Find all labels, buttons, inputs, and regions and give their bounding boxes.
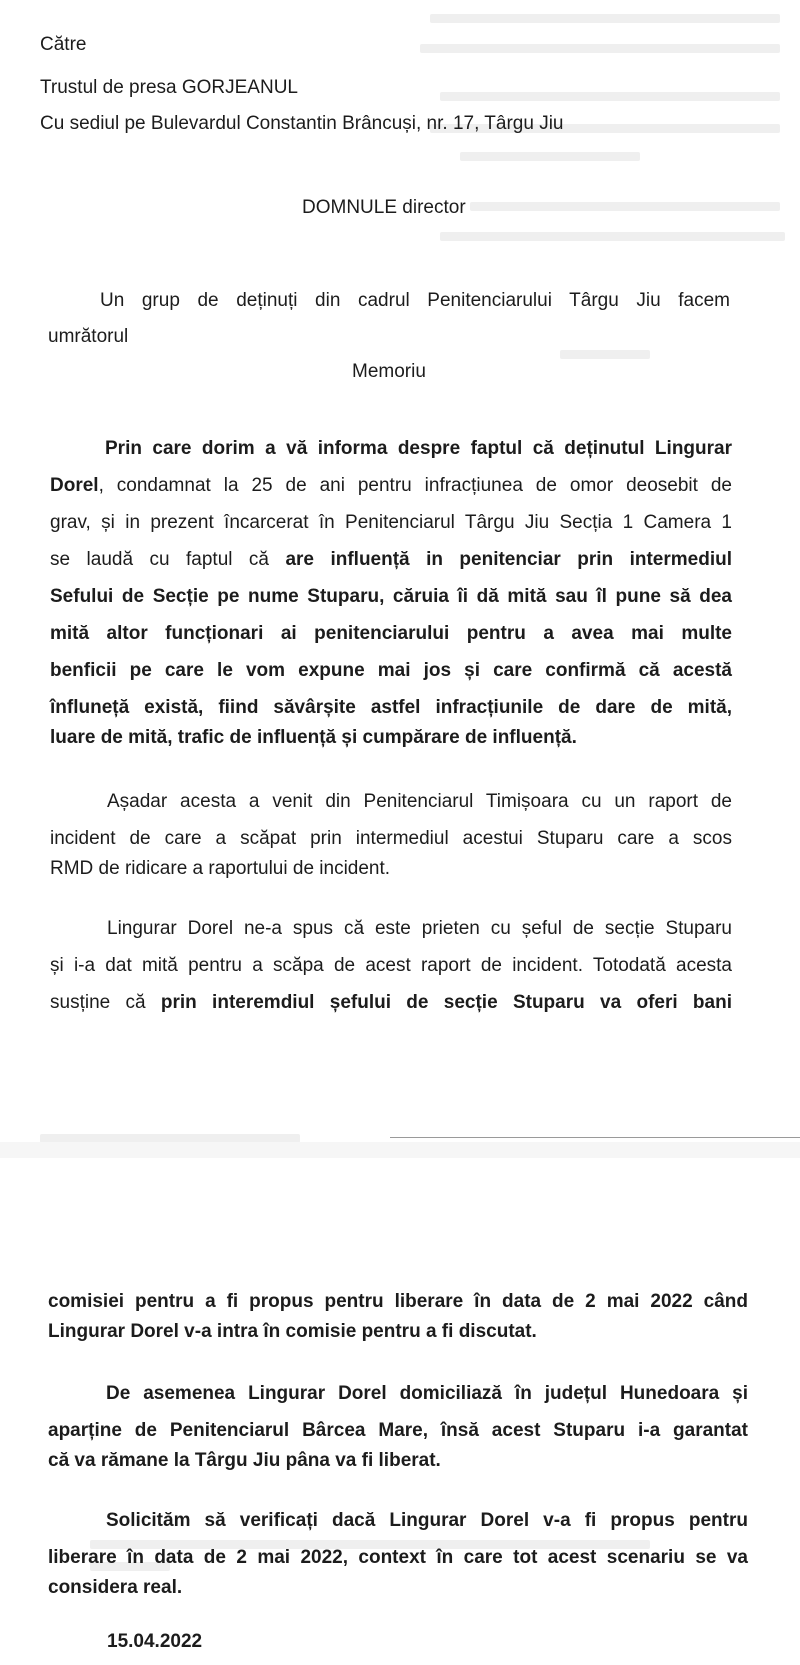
- paragraph-3-line: susține că prin interemdiul șefului de secție Stuparu va oferi bani: [50, 992, 732, 1013]
- paragraph-1-line: luare de mită, trafic de influență și cumpărare de influență.: [50, 727, 577, 748]
- paragraph-5-line: că va rămane la Târgu Jiu pâna va fi liberat.: [48, 1450, 441, 1471]
- paragraph-2-line: Așadar acesta a venit din Penitenciarul Timișoara cu un raport de: [107, 791, 732, 812]
- paragraph-4-line: comisiei pentru a fi propus pentru liberare în data de 2 mai 2022 când: [48, 1291, 748, 1312]
- bleed-through-text: [560, 350, 650, 359]
- paragraph-1-line: înfluneță există, fiind săvârșite astfel infracțiunile de dare de mită,: [50, 697, 732, 718]
- salutation: DOMNULE director: [302, 197, 466, 218]
- paragraph-2-line: RMD de ridicare a raportului de incident.: [50, 858, 391, 879]
- document-title: Memoriu: [352, 361, 426, 382]
- intro-line-2: umrătorul: [48, 326, 129, 347]
- bold-emphasis: prin interemdiul șefului de secție Stuparu va oferi bani: [160, 992, 732, 1013]
- scan-edge-line: [390, 1137, 800, 1138]
- paragraph-4-line: Lingurar Dorel v-a intra în comisie pentru a fi discutat.: [48, 1321, 537, 1342]
- recipient-address: Cu sediul pe Bulevardul Constantin Brâncuși, nr. 17, Târgu Jiu: [40, 113, 564, 134]
- bleed-through-text: [420, 44, 780, 53]
- bleed-through-text: [470, 202, 780, 211]
- recipient-line-1: Către: [40, 34, 87, 55]
- sheet-separator: [0, 1142, 800, 1158]
- paragraph-5-line: aparține de Penitenciarul Bârcea Mare, însă acest Stuparu i-a garantat: [48, 1420, 748, 1441]
- paragraph-6-line: Solicităm să verificați dacă Lingurar Dorel v-a fi propus pentru: [106, 1510, 748, 1531]
- bleed-through-text: [430, 14, 780, 23]
- paragraph-1-line: benficii pe care le vom expune mai jos și care confirmă că acestă: [50, 660, 732, 681]
- bleed-through-text: [460, 152, 640, 161]
- name-emphasis: Dorel: [50, 475, 99, 496]
- paragraph-2-line: incident de care a scăpat prin intermediul acestui Stuparu care a scos: [50, 828, 732, 849]
- paragraph-5-line: De asemenea Lingurar Dorel domiciliază în județul Hunedoara și: [106, 1383, 748, 1404]
- paragraph-1-line: mită altor funcționari ai penitenciarului pentru a avea mai multe: [50, 623, 732, 644]
- intro-line-1: Un grup de deținuți din cadrul Penitenciarului Târgu Jiu facem: [100, 290, 730, 311]
- bleed-through-text: [440, 232, 785, 241]
- paragraph-1-line: Sefului de Secție pe nume Stuparu, căruia îi dă mită sau îl pune să dea: [50, 586, 732, 607]
- paragraph-3-line: și i-a dat mită pentru a scăpa de acest raport de incident. Totodată acesta: [50, 955, 732, 976]
- paragraph-1-line: se laudă cu faptul că are influență in penitenciar prin intermediul: [50, 549, 732, 570]
- paragraph-6-line: considera real.: [48, 1577, 183, 1598]
- bleed-through-text: [440, 92, 780, 101]
- document-date: 15.04.2022: [107, 1631, 203, 1652]
- paragraph-1-line: Dorel, condamnat la 25 de ani pentru infracțiunea de omor deosebit de: [50, 475, 732, 496]
- paragraph-6-line: liberare în data de 2 mai 2022, context în care tot acest scenariu se va: [48, 1547, 748, 1568]
- paragraph-1-line: Prin care dorim a vă informa despre faptul că deținutul Lingurar: [105, 438, 732, 459]
- paragraph-1-line: grav, și in prezent încarcerat în Penitenciarul Târgu Jiu Secția 1 Camera 1: [50, 512, 732, 533]
- bold-emphasis: are influență in penitenciar prin intermediul: [285, 549, 732, 570]
- paragraph-3-line: Lingurar Dorel ne-a spus că este prieten cu șeful de secție Stuparu: [107, 918, 732, 939]
- recipient-line-2: Trustul de presa GORJEANUL: [40, 77, 298, 98]
